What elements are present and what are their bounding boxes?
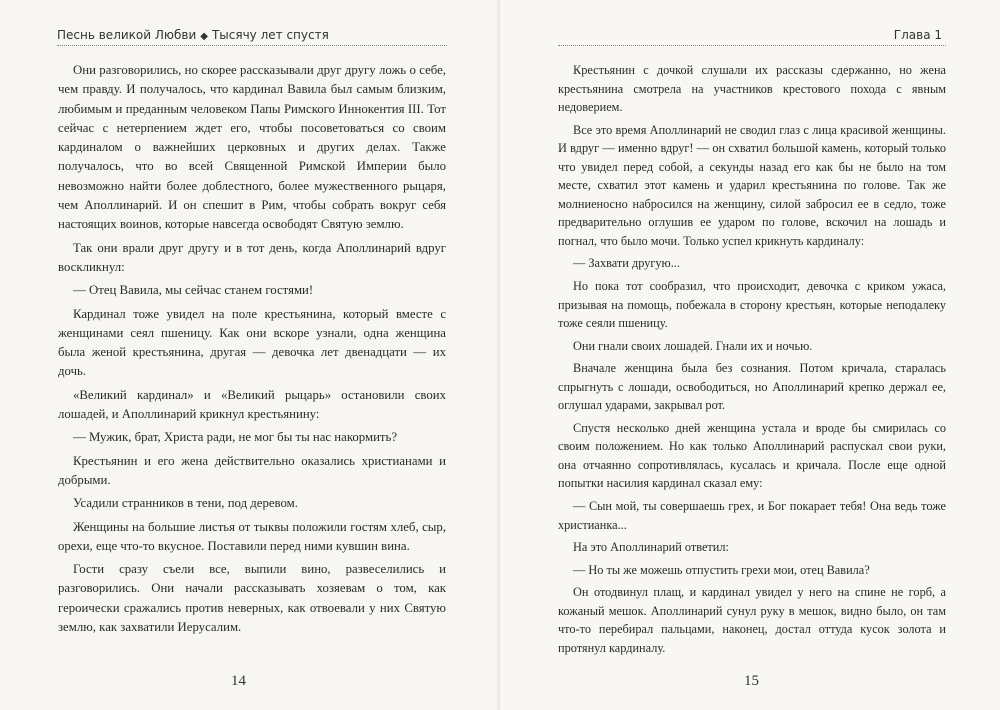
diamond-separator-icon: ◆ xyxy=(200,31,208,42)
paragraph: Вначале женщина была без сознания. Потом кричала, старалась спрыгнуть с лошади, освободиться, но Аполлинарий крепко держал ее, оглушал ударами, закрывал рот. xyxy=(558,361,946,413)
book-title: Песнь великой Любви xyxy=(57,28,197,42)
paragraph: Они разговорились, но скорее рассказывали друг другу ложь о себе, чем правду. И получалось, что кардинал Вавила был самым близким, любимым и преданным человеком Папы Римского Иннокентия III. Тот сейчас с нетерпением ждет его, чтобы посоветоваться со своим кардиналом о важнейших церковных и других делах. Также получалось, что во всей Священной Римской Империи было невозможно найти более доблестного, более мужественного рыцаря, чем Аполлинарий. И он спешит в Рим, чтобы собрать вокруг себя настоящих воинов, которые навсегда освободят Святую землю. xyxy=(58,63,446,232)
body-text-right xyxy=(558,61,946,657)
paragraph: Он отодвинул плащ, и кардинал увидел у него на спине не горб, а кожаный мешок. Аполлинарий сунул руку в мешок, видно было, он там что-то перебирал пальцами, наконец, достал оттуда кусок золота и протянул кардиналу. xyxy=(558,585,946,655)
header-rule-left xyxy=(57,45,447,46)
paragraph: — Сын мой, ты совершаешь грех, и Бог покарает тебя! Она ведь тоже христианка... xyxy=(558,499,946,532)
paragraph: Но пока тот сообразил, что происходит, девочка с криком ужаса, призывая на помощь, побежала в сторону крестьян, которые неподалеку тоже сеяли пшеницу. xyxy=(558,279,946,331)
page-number-left: 14 xyxy=(231,673,246,689)
paragraph: — Отец Вавила, мы сейчас станем гостями! xyxy=(73,283,314,298)
paragraph: Кардинал тоже увидел на поле крестьянина, который вместе с женщинами сеял пшеницу. Как они вскоре узнали, одна женщина была женой крестьянина, другая — девочка лет двенадцати — их дочь. xyxy=(58,306,446,379)
chapter-title: Глава 1 xyxy=(893,28,942,42)
body-text-left xyxy=(58,61,446,637)
paragraph: — Мужик, брат, Христа ради, не мог бы ты нас накормить? xyxy=(73,430,398,445)
paragraph: Спустя несколько дней женщина устала и вроде бы смирилась со своим положением. Но как только Аполлинарий распускал свои руки, она отчаянно сопротивлялась, кусалась и кричала. После еще одной попытки насилия кардинал сказал ему: xyxy=(558,420,946,491)
paragraph: Крестьянин с дочкой слушали их рассказы сдержанно, но жена крестьянина смотрела на участников крестового похода с явным недоверием. xyxy=(558,63,946,115)
running-header-right xyxy=(894,28,942,42)
paragraph: Женщины на большие листья от тыквы положили гостям хлеб, сыр, орехи, еще что-то вкусное. Поставили перед ними кувшин вина. xyxy=(58,519,446,553)
paragraph: «Великий кардинал» и «Великий рыцарь» остановили своих лошадей, и Аполлинарий крикнул крестьянину: xyxy=(58,387,446,422)
paragraph: Крестьянин и его жена действительно оказались христианами и добрыми. xyxy=(58,453,446,487)
paragraph: Гости сразу съели все, выпили вино, развеселились и разговорились. Они начали рассказывать хозяевам о том, как героически сражались против неверных, как отвоевали у них Святую землю, как захватили Иерусалим. xyxy=(58,562,446,635)
header-rule-right xyxy=(558,45,946,46)
paragraph: Все это время Аполлинарий не сводил глаз с лица красивой женщины. И вдруг — именно вдруг! — он схватил большой камень, который только что увидел перед собой, а секунды назад его как бы не было на том месте, схватил этот камень и ударил крестьянина по голове. Так же молниеносно набросился на женщину, силой забросил ее в седло, тоже предварительно оглушив ее ударом по голове, вскочил на лошадь и погнал, что было мочи. Только успел крикнуть кардиналу: xyxy=(558,122,946,248)
paragraph: Они гнали своих лошадей. Гнали их и ночью. xyxy=(573,338,813,353)
paragraph: — Захвати другую... xyxy=(573,256,680,271)
running-header-left xyxy=(57,28,329,42)
paragraph: На это Аполлинарий ответил: xyxy=(573,540,729,555)
right-page xyxy=(500,0,1000,710)
paragraph: Усадили странников в тени, под деревом. xyxy=(73,496,298,511)
paragraph: — Но ты же можешь отпустить грехи мои, отец Вавила? xyxy=(573,562,870,577)
page-number-right: 15 xyxy=(744,673,759,689)
paragraph: Так они врали друг другу и в тот день, когда Аполлинарий вдруг воскликнул: xyxy=(58,240,446,274)
part-title: Тысячу лет спустя xyxy=(211,28,329,42)
